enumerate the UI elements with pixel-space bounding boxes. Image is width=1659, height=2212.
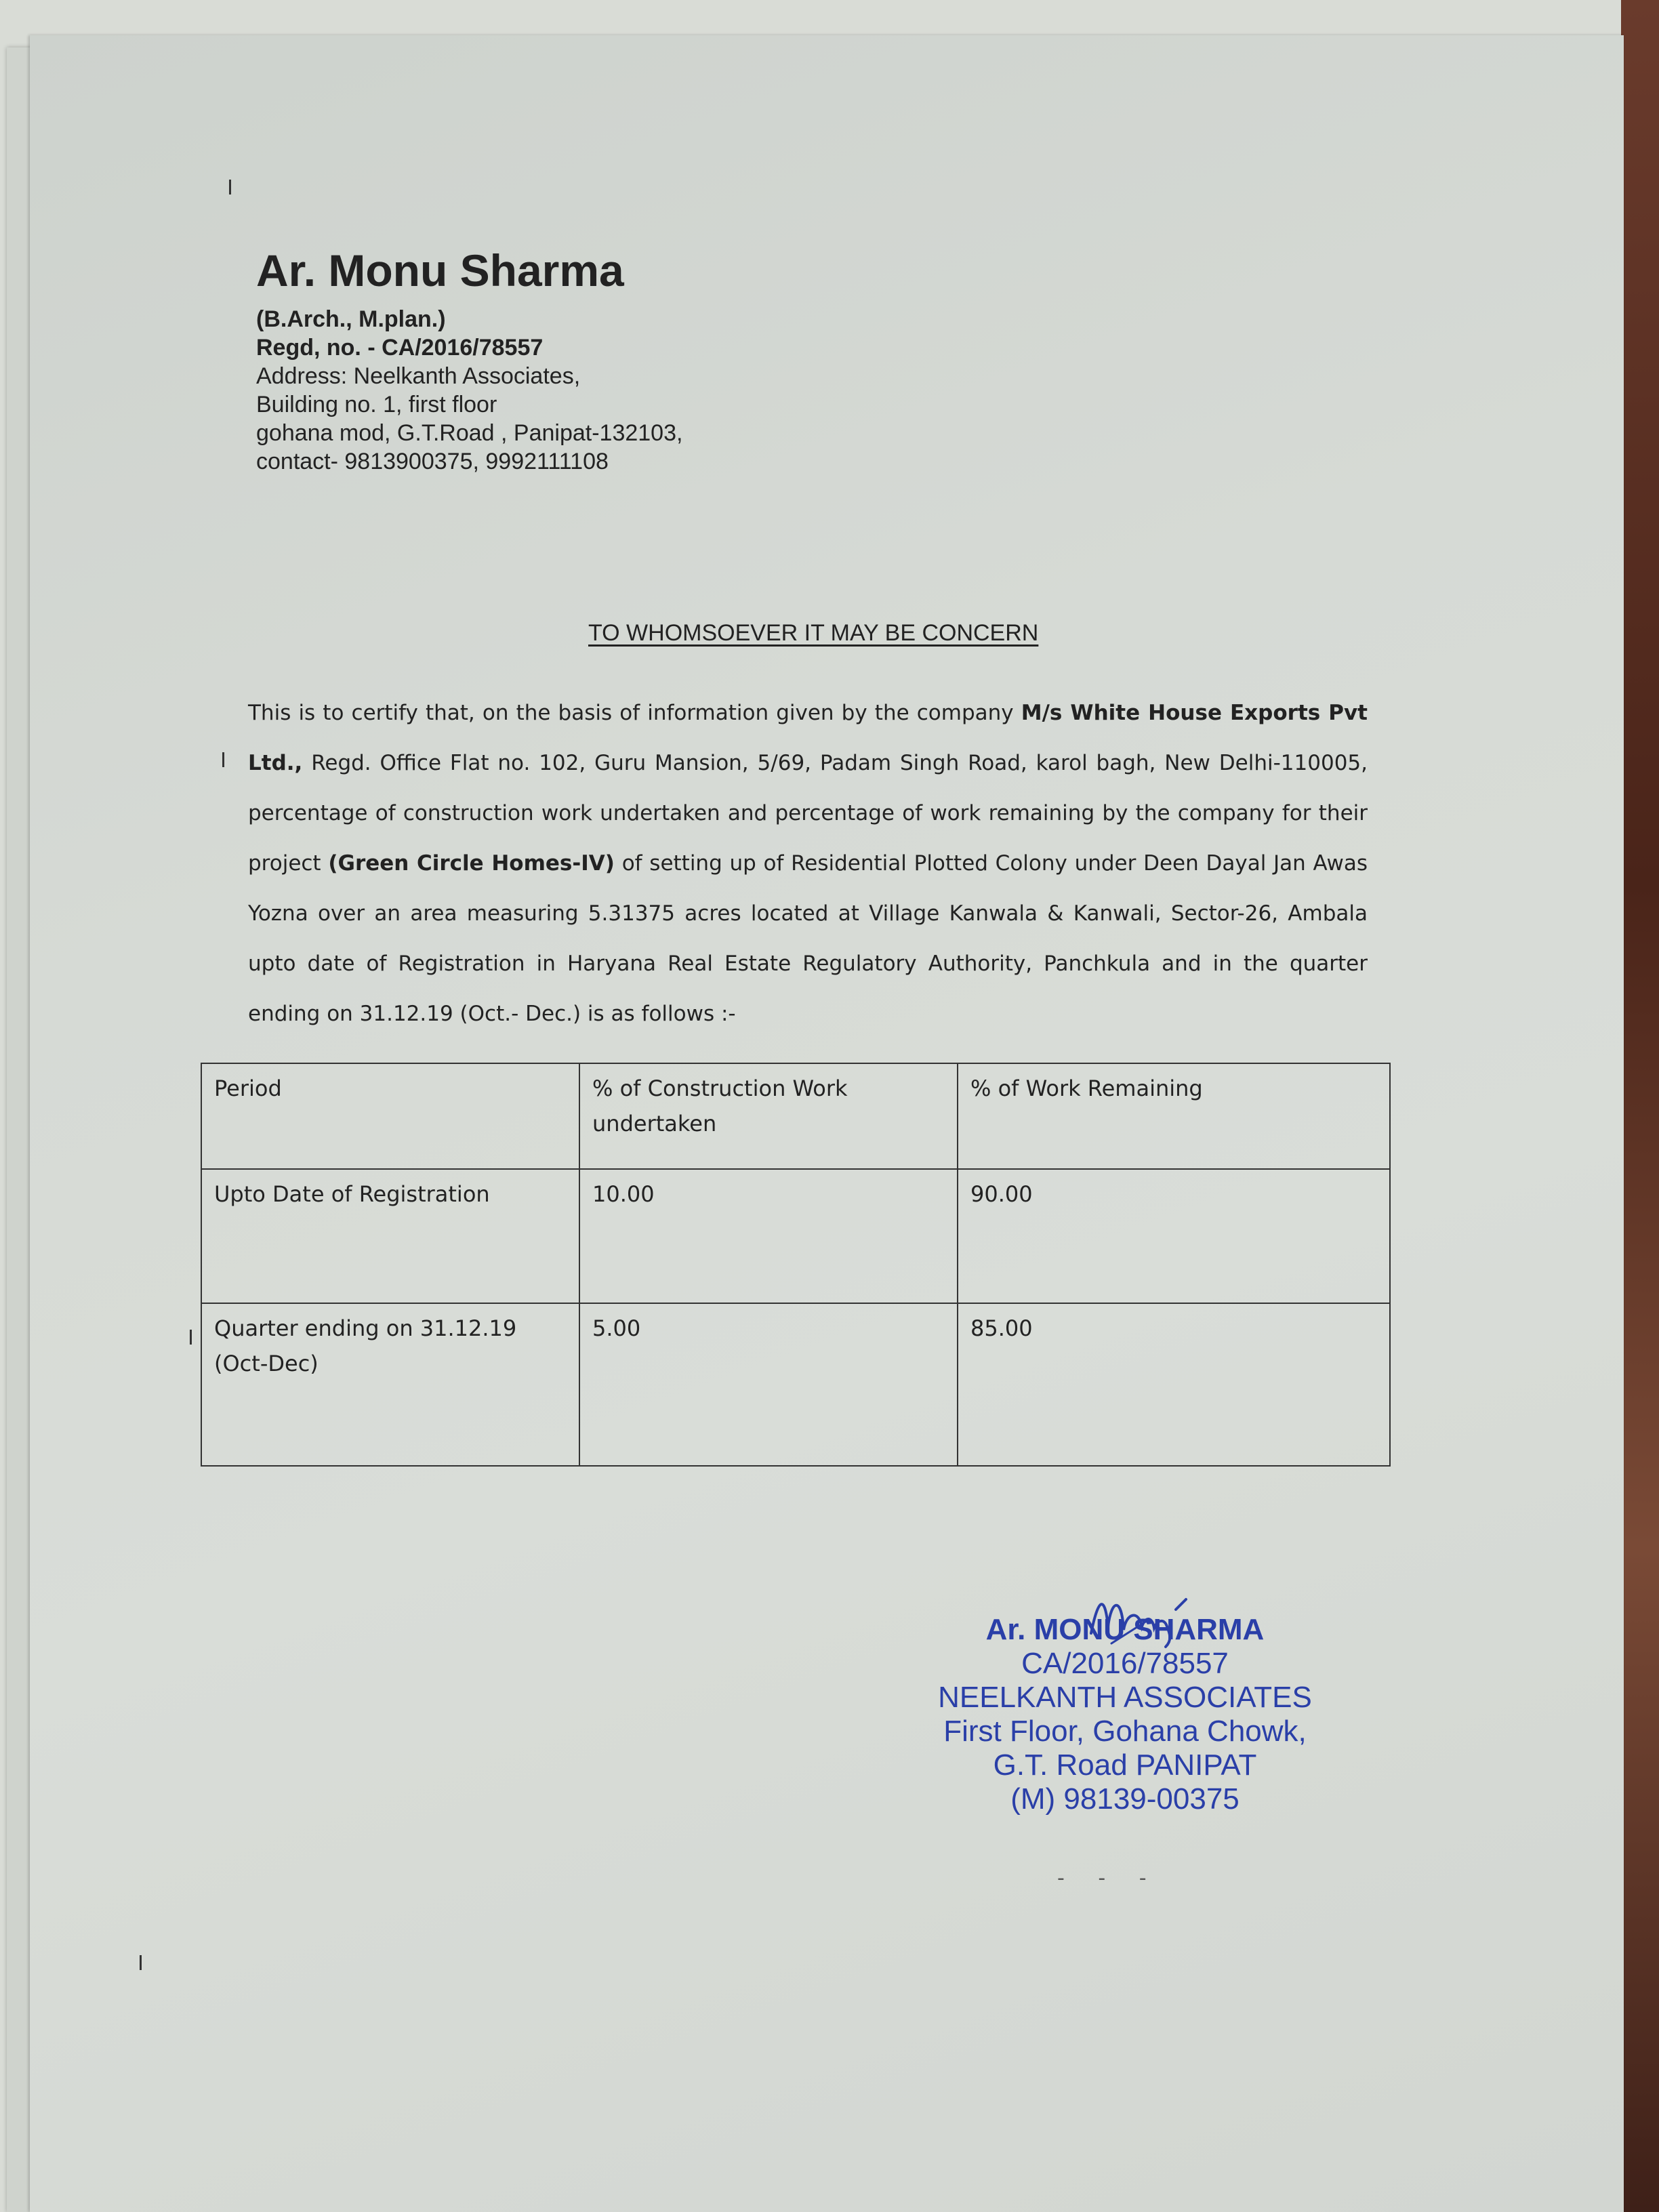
tablecloth-background (1621, 0, 1659, 2212)
table-row (201, 1169, 1390, 1303)
body-project-name: (Green Circle Homes-IV) (328, 851, 615, 876)
header-period: Period (201, 1063, 579, 1169)
stamp-underline-marks: - - - (1057, 1866, 1160, 1890)
margin-mark (140, 1955, 142, 1970)
cell-undertaken: 5.00 (579, 1303, 958, 1466)
letterhead-contact: contact- 9813900375, 9992111108 (256, 449, 609, 474)
table-header-row (201, 1063, 1390, 1169)
margin-mark (222, 752, 224, 767)
letterhead (256, 243, 682, 476)
margin-mark (229, 180, 231, 194)
stamp-address-line: First Floor, Gohana Chowk, (943, 1715, 1307, 1748)
cell-remaining: 90.00 (958, 1169, 1390, 1303)
cell-undertaken: 10.00 (579, 1169, 958, 1303)
certificate-heading: TO WHOMSOEVER IT MAY BE CONCERN (588, 620, 1039, 646)
header-work-undertaken: % of Construction Work undertaken (579, 1063, 958, 1169)
stamp-name: Ar. MONU SHARMA (985, 1613, 1265, 1646)
table-row (201, 1303, 1390, 1466)
header-work-remaining: % of Work Remaining (958, 1063, 1390, 1169)
cell-period: Upto Date of Registration (201, 1169, 579, 1303)
cell-period: Quarter ending on 31.12.19 (Oct-Dec) (201, 1303, 579, 1466)
stamp-phone: (M) 98139-00375 (1010, 1782, 1240, 1816)
stamp-address-line: G.T. Road PANIPAT (993, 1748, 1257, 1782)
letterhead-address-line: Address: Neelkanth Associates, (256, 363, 581, 389)
progress-table (201, 1063, 1391, 1467)
certificate-body (248, 688, 1368, 1039)
body-office-address: Regd. Office Flat no. 102, Guru Mansion, 5/69, Padam Singh Road, karol bagh, New Delhi-110005, percentage of construction work undertaken and percentage of work remaining by the company for their project (248, 751, 1368, 876)
body-company-name: M/s White House Exports Pvt Ltd., (248, 701, 1368, 775)
body-details: of setting up of Residential Plotted Colony under Deen Dayal Jan Awas Yozna over an area measuring 5.31375 acres located at Village Kanwala & Kanwali, Sector-26, Ambala upto date of Registration in Haryana Real Estate Regulatory Authority, Panchkula and in the quarter ending on 31.12.19 (Oct.- Dec.) is as follows :- (248, 851, 1368, 1026)
body-intro: This is to certify that, on the basis of information given by the company (248, 701, 1014, 725)
letterhead-registration: Regd, no. - CA/2016/78557 (256, 335, 544, 361)
stamp-firm: NEELKANTH ASSOCIATES (938, 1681, 1312, 1714)
official-stamp (922, 1613, 1328, 1816)
cell-remaining: 85.00 (958, 1303, 1390, 1466)
letterhead-address-line: gohana mod, G.T.Road , Panipat-132103, (256, 420, 683, 446)
margin-mark (190, 1330, 192, 1345)
stamp-registration: CA/2016/78557 (1021, 1647, 1229, 1680)
letterhead-qualification: (B.Arch., M.plan.) (256, 306, 446, 332)
letterhead-address-line: Building no. 1, first floor (256, 392, 497, 417)
letterhead-name: Ar. Monu Sharma (256, 245, 624, 295)
